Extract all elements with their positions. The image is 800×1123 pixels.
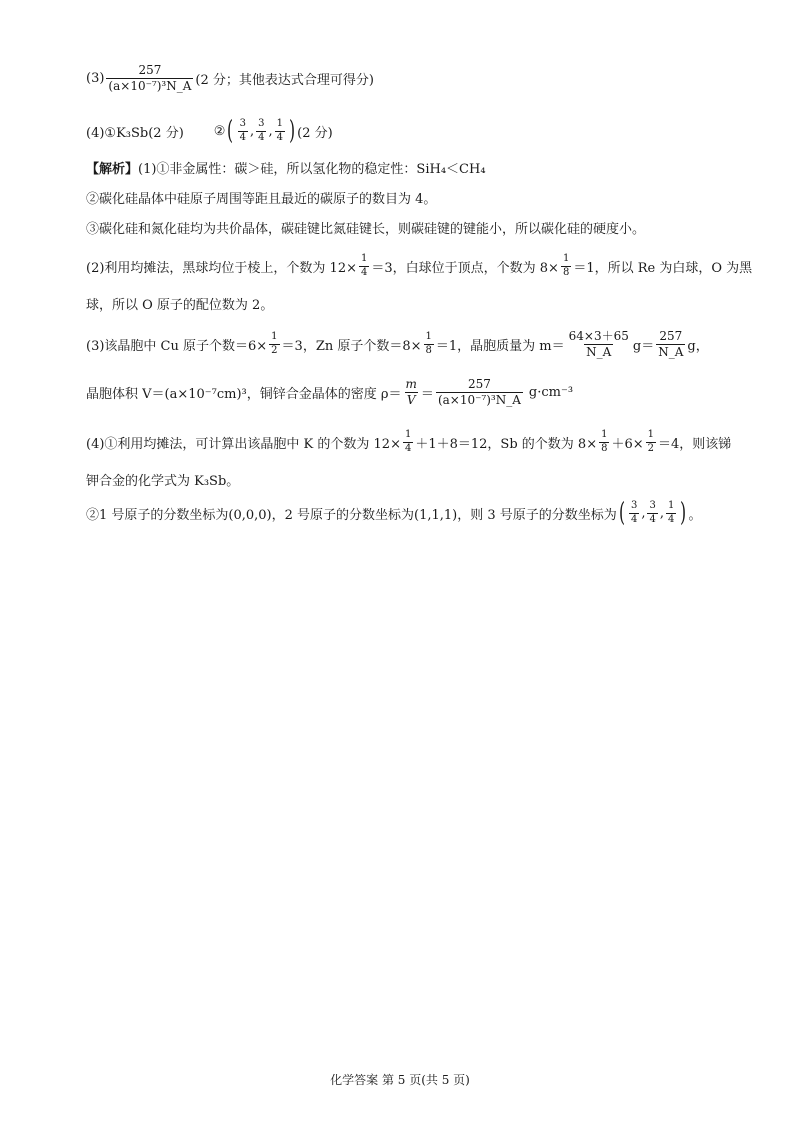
analysis-p1: 【解析】 (1)①非金属性：碳＞硅，所以氢化物的稳定性：SiH₄＜CH₄: [86, 158, 486, 177]
page-footer: 化学答案 第 5 页(共 5 页): [330, 1073, 470, 1087]
q4-part2-score: (2 分): [297, 125, 333, 141]
q3-label: (3): [86, 70, 105, 86]
analysis-p8: (4)①利用均摊法，可计算出该晶胞中 K 的个数为 12× $\frac{1}{4}$ ＋1＋8＝12，Sb 的个数为 8× $\frac{1}{8}$ ＋6× $\frac{1}{2}$ ＝4，则该锑: [86, 429, 732, 454]
q3-note: (2 分；其他表达式合理可得分): [195, 72, 374, 88]
q4-part2-label: ②: [213, 123, 226, 139]
analysis-p9: 钾合金的化学式为 K₃Sb。: [86, 474, 240, 489]
analysis-p5: 球，所以 O 原子的配位数为 2。: [86, 298, 274, 313]
q3-fraction: $\frac{257}{\text{(a×10⁻⁷)³N\_A}}$: [108, 63, 192, 93]
analysis-p2: ②碳化硅晶体中硅原子周围等距且最近的碳原子的数目为 4。: [86, 192, 437, 207]
q4-coord-y: $\frac{3}{4}$: [258, 118, 265, 143]
analysis-p7: 晶胞体积 V＝(a×10⁻⁷cm)³，铜锌合金晶体的密度 ρ＝ $\frac{m}{V}$ ＝ $\frac{257}{\text{(a×10⁻⁷)³N\_A}}$ g·cm⁻³: [86, 377, 574, 407]
analysis-p4: (2)利用均摊法，黑球均位于棱上，个数为 12× $\frac{1}{4}$ ＝3，白球位于顶点，个数为 8× $\frac{1}{8}$ ＝1，所以 Re 为白球，O 为黑: [86, 253, 753, 278]
q4-coord-x: $\frac{3}{4}$: [239, 118, 246, 143]
analysis-tag: 【解析】: [86, 162, 139, 177]
analysis-p3: ③碳化硅和氮化硅均为共价晶体，碳硅键比氮硅键长，则碳硅键的键能小，所以碳化硅的硬度小。: [86, 222, 646, 237]
answer-q3: [86, 64, 374, 92]
q4-coord-z: $\frac{1}{4}$: [276, 118, 283, 143]
q4-part1: (4)①K₃Sb(2 分): [86, 125, 184, 141]
analysis-p10: ②1 号原子的分数坐标为(0,0,0)，2 号原子的分数坐标为(1,1,1)，则 3 号原子的分数坐标为 ( $\frac{3}{4}$ , $\frac{3}{4}$ , $\frac{1}{4}$ ) 。: [86, 498, 702, 528]
answer-q4: (4)①K₃Sb(2 分) ② ( $\frac{3}{4}$ , $\frac{3}{4}$ , $\frac{1}{4}$ ) (2 分): [86, 116, 333, 146]
analysis-p6: (3)该晶胞中 Cu 原子个数＝6× $\frac{1}{2}$ ＝3，Zn 原子个数＝8× $\frac{1}{8}$ ＝1，晶胞质量为 m＝ $\frac{64\times 3+65}{N\_A}$ g＝ $\frac{257}{N\_A}$ g，: [86, 329, 709, 359]
